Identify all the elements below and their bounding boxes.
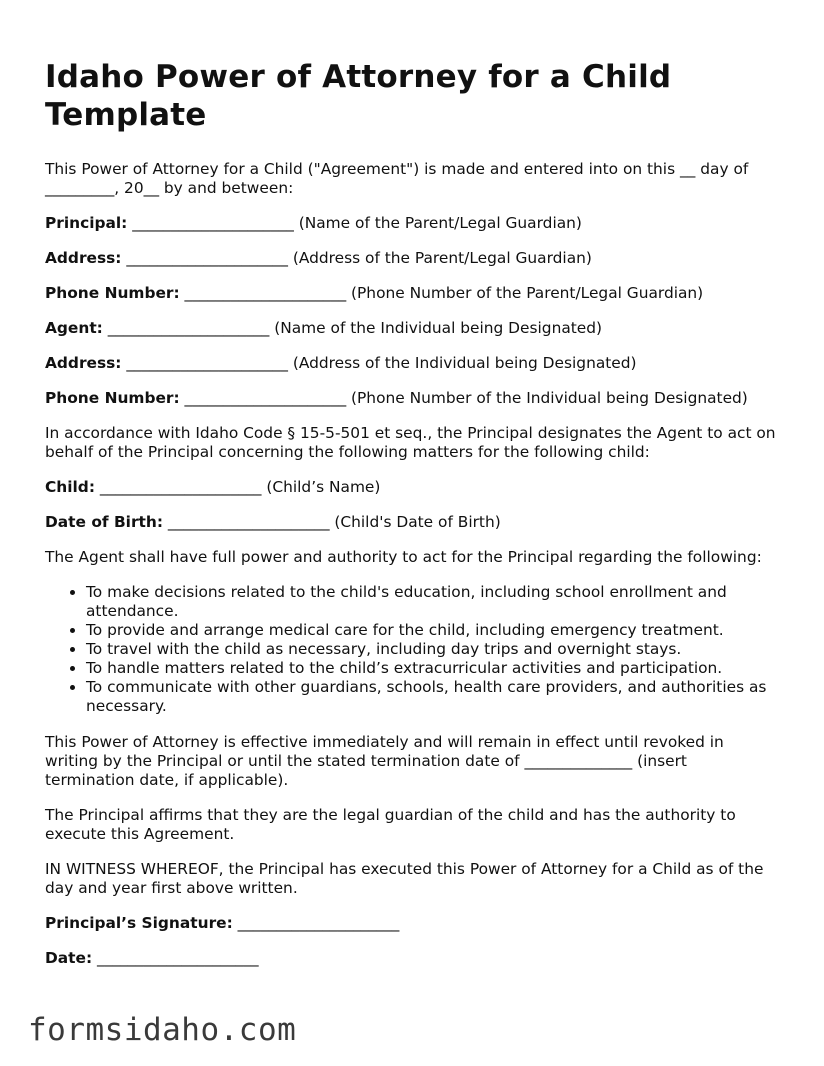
field-label: Phone Number: [45,389,180,407]
field-label: Child: [45,478,95,496]
document-title: Idaho Power of Attorney for a Child Template [45,59,672,133]
intro-paragraph: This Power of Attorney for a Child ("Agreement") is made and entered into on this __ day of _________, 20__ by and between: [45,160,749,197]
field-value: _____________________ (Address of the Individual being Designated) [121,354,637,372]
field-value: _____________________ (Phone Number of the Parent/Legal Guardian) [179,284,704,302]
field-agent [45,319,780,338]
signature-value: _____________________ [232,914,400,932]
watermark: formsidaho.com [28,1012,297,1048]
field-label: Principal: [45,214,128,232]
list-item: • To make decisions related to the child's education, including school enrollment and attendance. [86,583,780,621]
field-value: _____________________ (Name of the Parent/Legal Guardian) [127,214,582,232]
signature-label: Principal’s Signature: [45,914,233,932]
field-label: Address: [45,354,122,372]
date-line [45,949,780,968]
field-value: _____________________ (Name of the Individual being Designated) [102,319,603,337]
field-child [45,478,780,497]
field-agent-phone [45,389,780,408]
accordance-paragraph: In accordance with Idaho Code § 15-5-501 et seq., the Principal designates the Agent to act on behalf of the Principal concerning the following matters for the following child: [45,424,776,461]
field-principal [45,214,780,233]
field-principal-address [45,249,780,268]
witness-paragraph: IN WITNESS WHEREOF, the Principal has executed this Power of Attorney for a Child as of the day and year first above written. [45,860,764,897]
powers-list [45,583,780,716]
list-item: • To handle matters related to the child’s extracurricular activities and participation. [86,659,780,678]
field-value: _____________________ (Address of the Parent/Legal Guardian) [121,249,592,267]
field-principal-phone [45,284,780,303]
list-item: • To communicate with other guardians, schools, health care providers, and authorities as necessary. [86,678,780,716]
field-agent-address [45,354,780,373]
field-label: Address: [45,249,122,267]
document-page [45,58,780,984]
field-value: _____________________ (Phone Number of the Individual being Designated) [179,389,748,407]
signature-line [45,914,780,933]
field-value: _____________________ (Child's Date of Birth) [163,513,501,531]
list-item: • To provide and arrange medical care for the child, including emergency treatment. [86,621,780,640]
field-label: Phone Number: [45,284,180,302]
date-label: Date: [45,949,93,967]
field-value: _____________________ (Child’s Name) [94,478,381,496]
list-item: • To travel with the child as necessary, including day trips and overnight stays. [86,640,780,659]
effective-paragraph: This Power of Attorney is effective immediately and will remain in effect until revoked in writing by the Principal or until the stated termination date of ______________ (insert termination date, if applicable). [45,733,724,789]
date-value: _____________________ [92,949,259,967]
field-date-of-birth [45,513,780,532]
authority-paragraph: The Agent shall have full power and authority to act for the Principal regarding the following: [45,548,762,566]
field-label: Agent: [45,319,103,337]
field-label: Date of Birth: [45,513,164,531]
affirms-paragraph: The Principal affirms that they are the legal guardian of the child and has the authority to execute this Agreement. [45,806,736,843]
